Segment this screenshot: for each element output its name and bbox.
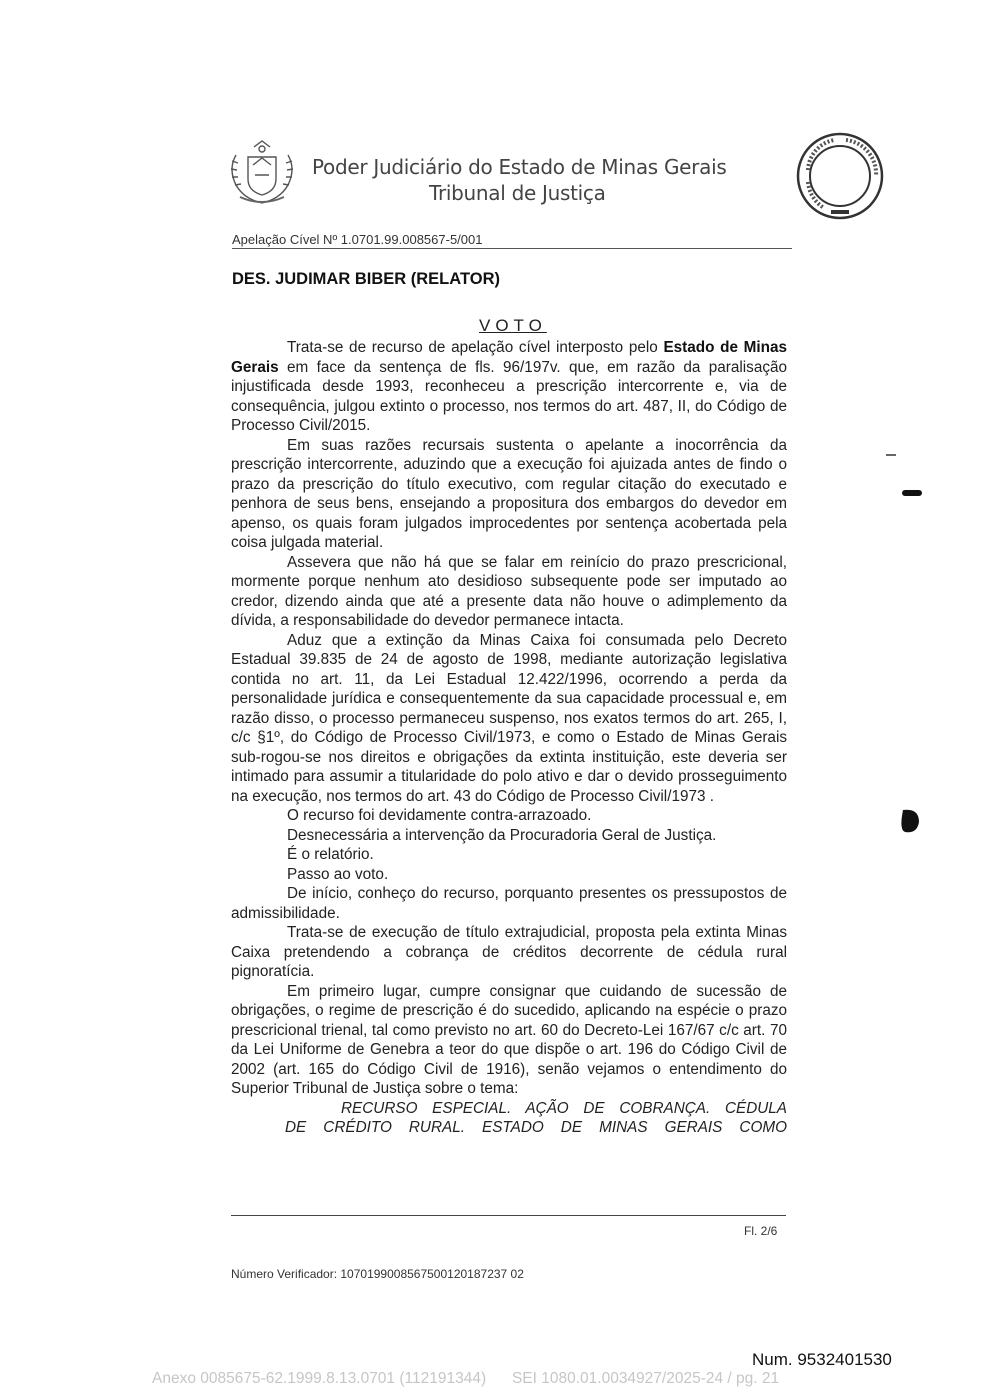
- paragraph: É o relatório.: [287, 846, 374, 863]
- jurisprudence-quote: [285, 1099, 787, 1138]
- page-label: Fl. 2/6: [744, 1224, 778, 1238]
- quote-line: DE CRÉDITO RURAL. ESTADO DE MINAS GERAIS COMO: [285, 1119, 787, 1136]
- institution-line1: Poder Judiciário do Estado de Minas Gerais: [312, 155, 727, 179]
- case-number: Apelação Cível Nº 1.0701.99.008567-5/001: [232, 232, 792, 249]
- paragraph: Aduz que a extinção da Minas Caixa foi consumada pelo Decreto Estadual 39.835 de 24 de agosto de 1998, mediante autorização legislativa contida no art. 11, da Lei Estadual 12.422/1996, ocorrendo a perda da personalidade jurídica e consequentemente da sua capacidade processual e, em razão disso, o processo permaneceu suspenso, nos exatos termos do art. 265, I, c/c §1º, do Código de Processo Civil/1973, e como o Estado de Minas Gerais sub-rogou-se nos direitos e obrigações da extinta instituição, este deveria ser intimado para assumir a titularidade do polo ativo e dar o devido prosseguimento na execução, nos termos do art. 43 do Código de Processo Civil/1973 .: [231, 631, 787, 805]
- relator-heading: DES. JUDIMAR BIBER (RELATOR): [232, 270, 500, 288]
- paragraph: O recurso foi devidamente contra-arrazoado.: [287, 807, 592, 824]
- institution-title: [312, 154, 752, 206]
- court-seal-stamp-icon: [794, 130, 886, 222]
- paragraph: Em suas razões recursais sustenta o apelante a inocorrência da prescrição intercorrente, aduzindo que a execução foi ajuizada antes de findo o prazo da prescrição do título executivo, com regular citação do executado e penhora de seus bens, ensejando a propositura dos embargos do devedor em apenso, os quais foram julgados improcedentes por sentença acobertada pela coisa julgada material.: [231, 436, 787, 551]
- paragraph: Desnecessária a intervenção da Procuradoria Geral de Justiça.: [287, 826, 717, 844]
- coat-of-arms-icon: [222, 135, 302, 211]
- document-body: [231, 338, 787, 1138]
- paragraph: Passo ao voto.: [287, 865, 389, 883]
- annex-watermark: Anexo 0085675-62.1999.8.13.0701 (112191344) SEI 1080.01.0034927/2025-24 / pg. 21: [152, 1370, 780, 1387]
- bold-party-name: Estado de Minas Gerais: [231, 339, 787, 376]
- section-title: VOTO: [479, 316, 547, 335]
- quote-line: RECURSO ESPECIAL. AÇÃO DE COBRANÇA. CÉDULA: [341, 1099, 787, 1117]
- paragraph: Trata-se de execução de título extrajudicial, proposta pela extinta Minas Caixa pretendendo a cobrança de créditos decorrente de cédula rural pignoratícia.: [231, 924, 787, 980]
- footer-divider: [231, 1215, 786, 1216]
- scan-mark: [886, 454, 896, 456]
- paragraph: Trata-se de recurso de apelação cível interposto pelo Estado de Minas Gerais em face da sentença de fls. 96/197v. que, em razão da paralisação injustificada desde 1993, reconheceu a prescrição intercorrente e, via de consequência, julgou extinto o processo, nos termos do art. 487, II, do Código de Processo Civil/2015.: [231, 339, 787, 434]
- paragraph: De início, conheço do recurso, porquanto presentes os pressupostos de admissibilidade.: [231, 885, 787, 922]
- institution-line2: Tribunal de Justiça: [429, 181, 606, 205]
- paragraph: Em primeiro lugar, cumpre consignar que cuidando de sucessão de obrigações, o regime de prescrição é do sucedido, aplicando na espécie o prazo prescricional trienal, tal como previsto no art. 60 do Decreto-Lei 167/67 c/c art. 70 da Lei Uniforme de Genebra a teor do que dispõe o art. 196 do Código Civil de 2002 (art. 165 do Código Civil de 1916), senão vejamos o entendimento do Superior Tribunal de Justiça sobre o tema:: [231, 982, 787, 1097]
- document-number-stamp: Num. 9532401530: [752, 1350, 892, 1369]
- punch-hole-icon: [899, 806, 921, 834]
- paragraph: Assevera que não há que se falar em reinício do prazo prescricional, mormente porque nenhum ato desidioso subsequente pode ser imputado ao credor, dizendo ainda que até a presente data não houve o adimplemento da dívida, a responsabilidade do devedor permanece intacta.: [231, 553, 787, 629]
- scan-mark: [902, 490, 922, 496]
- verifier-number: Número Verificador: 1070199008567500120187237 02: [231, 1267, 524, 1281]
